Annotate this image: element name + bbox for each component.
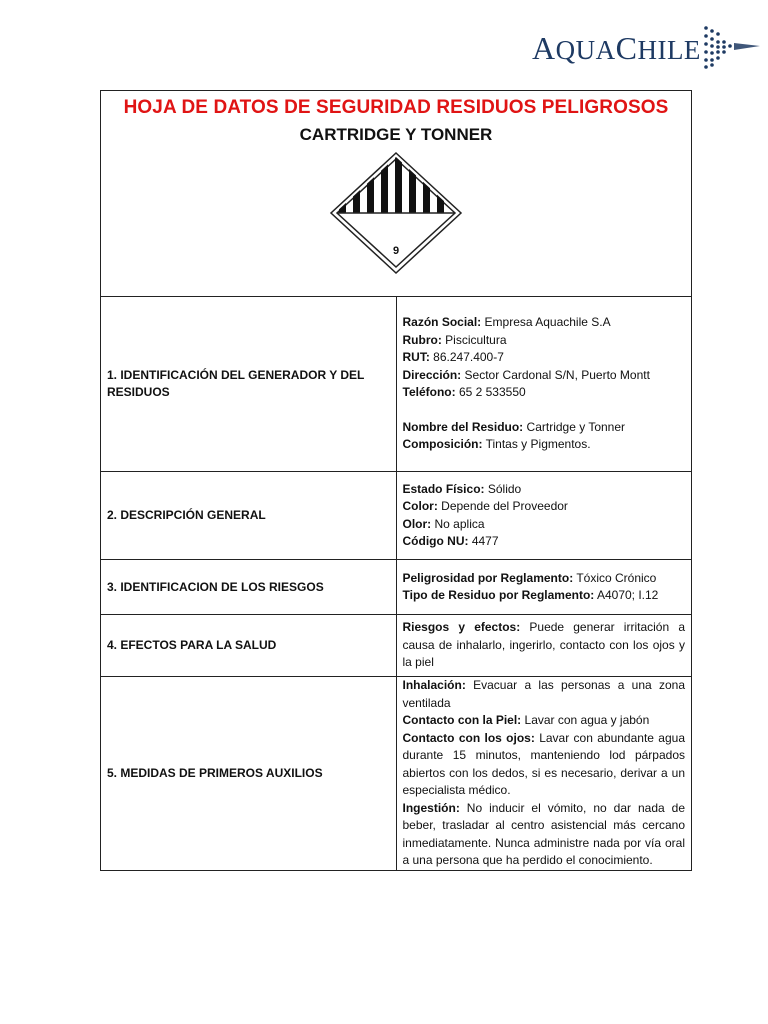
section-5-label: 5. MEDIDAS DE PRIMEROS AUXILIOS bbox=[101, 677, 397, 871]
logo-wordmark: AQUACHILE bbox=[532, 30, 701, 66]
section-3-content: Peligrosidad por Reglamento: Tóxico Crónico Tipo de Residuo por Reglamento: A4070; I.12 bbox=[396, 560, 692, 615]
section-2-content: Estado Físico: Sólido Color: Depende del Proveedor Olor: No aplica Código NU: 4477 bbox=[396, 472, 692, 560]
hazard-class-9-placard-icon bbox=[329, 151, 463, 275]
safety-data-sheet bbox=[100, 90, 692, 871]
section-5-content: Inhalación: Evacuar a las personas a una zona ventilada Contacto con la Piel: Lavar con agua y jabón Contacto con los ojos: Lavar con abundante agua durante 15 minutos, manteniendo lod párpados abiertos con los dedos, si es necesario, derivar a un especialista médico. Ingestión: No inducir el vómito, no dar nada de beber, trasladar al centro asistencial más cercano inmediatamente. Nunca administre nada por vía oral a una persona que ha perdido el conocimiento. bbox=[396, 677, 692, 871]
section-1-label: 1. IDENTIFICACIÓN DEL GENERADOR Y DEL RESIDUOS bbox=[101, 297, 397, 472]
section-1-content: Razón Social: Empresa Aquachile S.A Rubro: Piscicultura RUT: 86.247.400-7 Dirección: Sector Cardonal S/N, Puerto Montt Teléfono: 65 2 533550 Nombre del Residuo: Cartridge y Tonner Composición: Tintas y Pigmentos. bbox=[396, 297, 692, 472]
section-2-label: 2. DESCRIPCIÓN GENERAL bbox=[101, 472, 397, 560]
section-3-label: 3. IDENTIFICACION DE LOS RIESGOS bbox=[101, 560, 397, 615]
section-4-label: 4. EFECTOS PARA LA SALUD bbox=[101, 615, 397, 677]
placard-number: 9 bbox=[392, 245, 400, 257]
sheet-title: HOJA DE DATOS DE SEGURIDAD RESIDUOS PELIGROSOS bbox=[123, 97, 669, 118]
fish-fin-icon bbox=[700, 22, 762, 72]
sheet-subtitle: CARTRIDGE Y TONNER bbox=[299, 125, 493, 144]
aquachile-logo bbox=[532, 22, 768, 72]
section-4-content: Riesgos y efectos: Puede generar irritación a causa de inhalarlo, ingerirlo, contacto con los ojos y la piel bbox=[396, 615, 692, 677]
sheet-header bbox=[101, 91, 692, 297]
